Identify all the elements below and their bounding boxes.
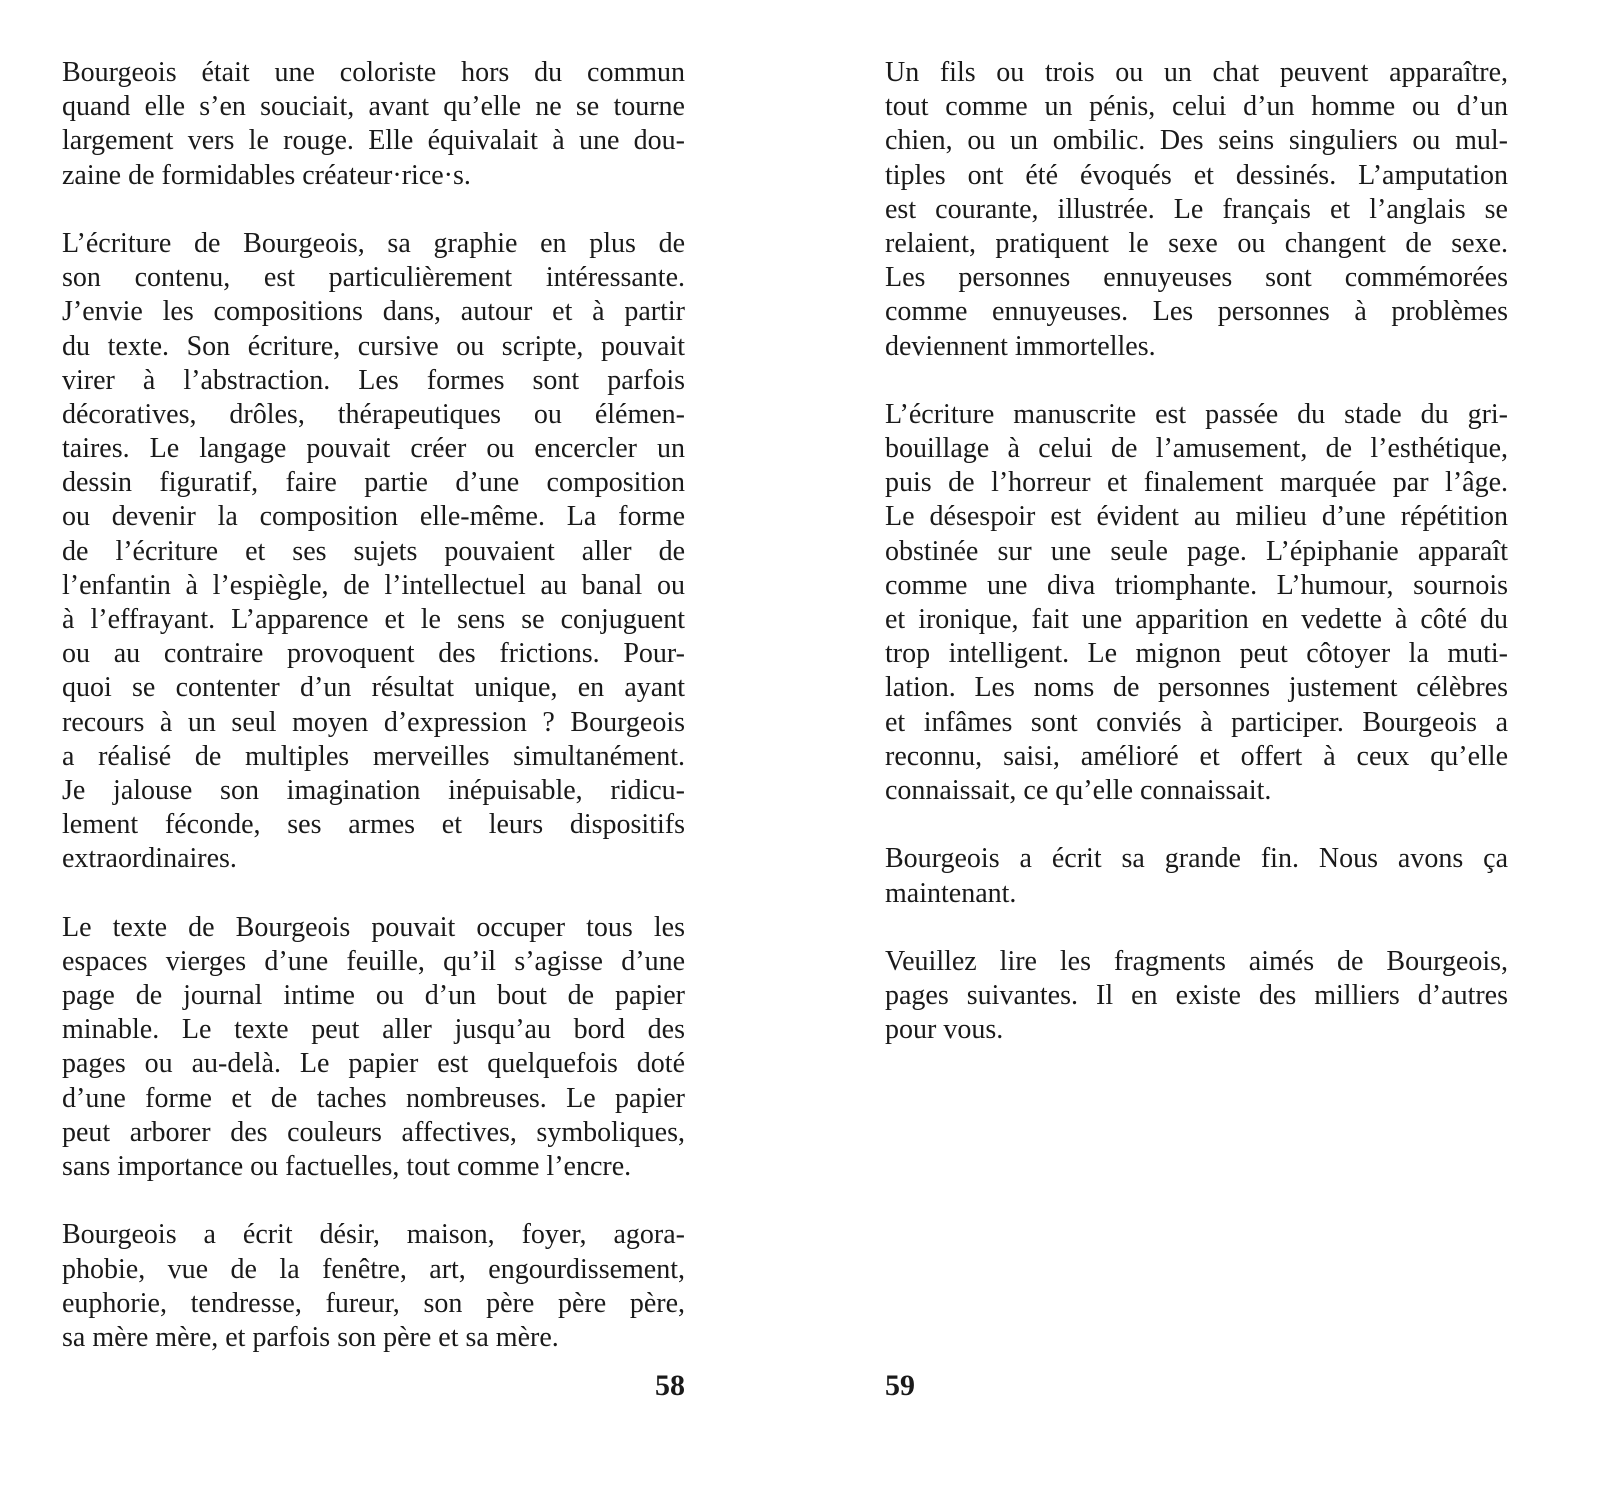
text-line: son contenu, est particulièrement intéressante. — [62, 262, 685, 294]
text-line: Veuillez lire les fragments aimés de Bourgeois, — [885, 945, 1508, 977]
text-line: Le désespoir est évident au milieu d’une répétition — [885, 501, 1508, 533]
text-line: sa mère mère, et parfois son père et sa mère. — [62, 1321, 559, 1353]
text-line: quand elle s’en souciait, avant qu’elle ne se tourne — [62, 91, 685, 123]
text-line: comme une diva triomphante. L’humour, sournois — [885, 569, 1508, 601]
text-line: peut arborer des couleurs affectives, symboliques, — [62, 1116, 685, 1148]
text-line: J’envie les compositions dans, autour et à partir — [62, 296, 685, 328]
text-line: maintenant. — [885, 877, 1017, 909]
text-line: de l’écriture et ses sujets pouvaient aller de — [62, 535, 685, 567]
text-line: tiples ont été évoqués et dessinés. L’amputation — [885, 159, 1508, 191]
text-line: ou devenir la composition elle-même. La forme — [62, 501, 685, 533]
text-line: page de journal intime ou d’un bout de papier — [62, 980, 685, 1012]
text-line: lation. Les noms de personnes justement célèbres — [885, 672, 1508, 704]
text-line: décoratives, drôles, thérapeutiques ou élémen- — [62, 398, 685, 430]
paragraph — [885, 842, 1508, 910]
text-line: et infâmes sont conviés à participer. Bourgeois a — [885, 706, 1508, 738]
text-line: chien, ou un ombilic. Des seins singuliers ou mul- — [885, 125, 1508, 157]
text-line: à l’effrayant. L’apparence et le sens se conjuguent — [62, 604, 685, 635]
text-line: Un fils ou trois ou un chat peuvent apparaître, — [885, 57, 1508, 88]
text-line: Bourgeois était une coloriste hors du commun — [62, 57, 685, 88]
text-line: euphorie, tendresse, fureur, son père père père, — [62, 1287, 685, 1319]
text-line: du texte. Son écriture, cursive ou scripte, pouvait — [62, 330, 685, 362]
text-line: Les personnes ennuyeuses sont commémorées — [885, 262, 1508, 294]
text-line: reconnu, saisi, amélioré et offert à ceux qu’elle — [885, 740, 1508, 772]
paragraph — [62, 227, 685, 877]
text-line: connaissait, ce qu’elle connaissait. — [885, 774, 1272, 806]
text-line: largement vers le rouge. Elle équivalait à une dou- — [62, 125, 685, 157]
text-line: ou au contraire provoquent des frictions. Pour- — [62, 638, 685, 670]
text-line: dessin figuratif, faire partie d’une composition — [62, 467, 685, 499]
text-line: L’écriture de Bourgeois, sa graphie en plus de — [62, 227, 685, 259]
text-line: lement féconde, ses armes et leurs dispositifs — [62, 809, 685, 841]
text-line: recours à un seul moyen d’expression ? Bourgeois — [62, 706, 685, 738]
right-page-text — [885, 56, 1508, 1082]
text-line: pages ou au-delà. Le papier est quelquefois doté — [62, 1048, 685, 1080]
page-number-left: 58 — [655, 1369, 685, 1402]
text-line: virer à l’abstraction. Les formes sont parfois — [62, 364, 685, 396]
text-line: Je jalouse son imagination inépuisable, ridicu- — [62, 774, 685, 806]
text-line: zaine de formidables créateur·rice·s. — [62, 159, 471, 191]
text-line: minable. Le texte peut aller jusqu’au bord des — [62, 1014, 685, 1046]
text-line: extraordinaires. — [62, 843, 237, 875]
text-line: quoi se contenter d’un résultat unique, en ayant — [62, 672, 685, 704]
text-line: Bourgeois a écrit désir, maison, foyer, agora- — [62, 1219, 685, 1251]
text-line: a réalisé de multiples merveilles simultanément. — [62, 740, 685, 772]
text-line: L’écriture manuscrite est passée du stade du gri- — [885, 398, 1508, 430]
text-line: Le texte de Bourgeois pouvait occuper tous les — [62, 911, 685, 943]
text-line: trop intelligent. Le mignon peut côtoyer la muti- — [885, 638, 1508, 670]
text-line: d’une forme et de taches nombreuses. Le papier — [62, 1082, 685, 1114]
paragraph — [885, 56, 1508, 364]
text-line: relaient, pratiquent le sexe ou changent de sexe. — [885, 227, 1508, 259]
text-line: taires. Le langage pouvait créer ou encercler un — [62, 433, 685, 465]
text-line: espaces vierges d’une feuille, qu’il s’agisse d’une — [62, 945, 685, 977]
paragraph — [885, 398, 1508, 808]
text-line: pour vous. — [885, 1014, 1004, 1046]
text-line: et ironique, fait une apparition en vedette à côté du — [885, 604, 1508, 635]
text-line: est courante, illustrée. Le français et l’anglais se — [885, 193, 1508, 225]
text-line: deviennent immortelles. — [885, 330, 1156, 362]
paragraph — [62, 911, 685, 1185]
text-line: Bourgeois a écrit sa grande fin. Nous avons ça — [885, 843, 1508, 875]
paragraph — [885, 945, 1508, 1048]
text-line: phobie, vue de la fenêtre, art, engourdissement, — [62, 1253, 685, 1285]
paragraph — [62, 1218, 685, 1355]
text-line: tout comme un pénis, celui d’un homme ou d’un — [885, 91, 1508, 123]
text-line: bouillage à celui de l’amusement, de l’esthétique, — [885, 433, 1508, 465]
text-line: l’enfantin à l’espiègle, de l’intellectuel au banal ou — [62, 569, 685, 601]
paragraph — [62, 56, 685, 193]
text-line: obstinée sur une seule page. L’épiphanie apparaît — [885, 535, 1508, 567]
text-line: puis de l’horreur et finalement marquée par l’âge. — [885, 467, 1508, 499]
left-page-text — [62, 56, 685, 1389]
text-line: comme ennuyeuses. Les personnes à problèmes — [885, 296, 1508, 328]
text-line: sans importance ou factuelles, tout comme l’encre. — [62, 1151, 632, 1182]
page-number-right: 59 — [885, 1369, 915, 1402]
text-line: pages suivantes. Il en existe des milliers d’autres — [885, 980, 1508, 1012]
